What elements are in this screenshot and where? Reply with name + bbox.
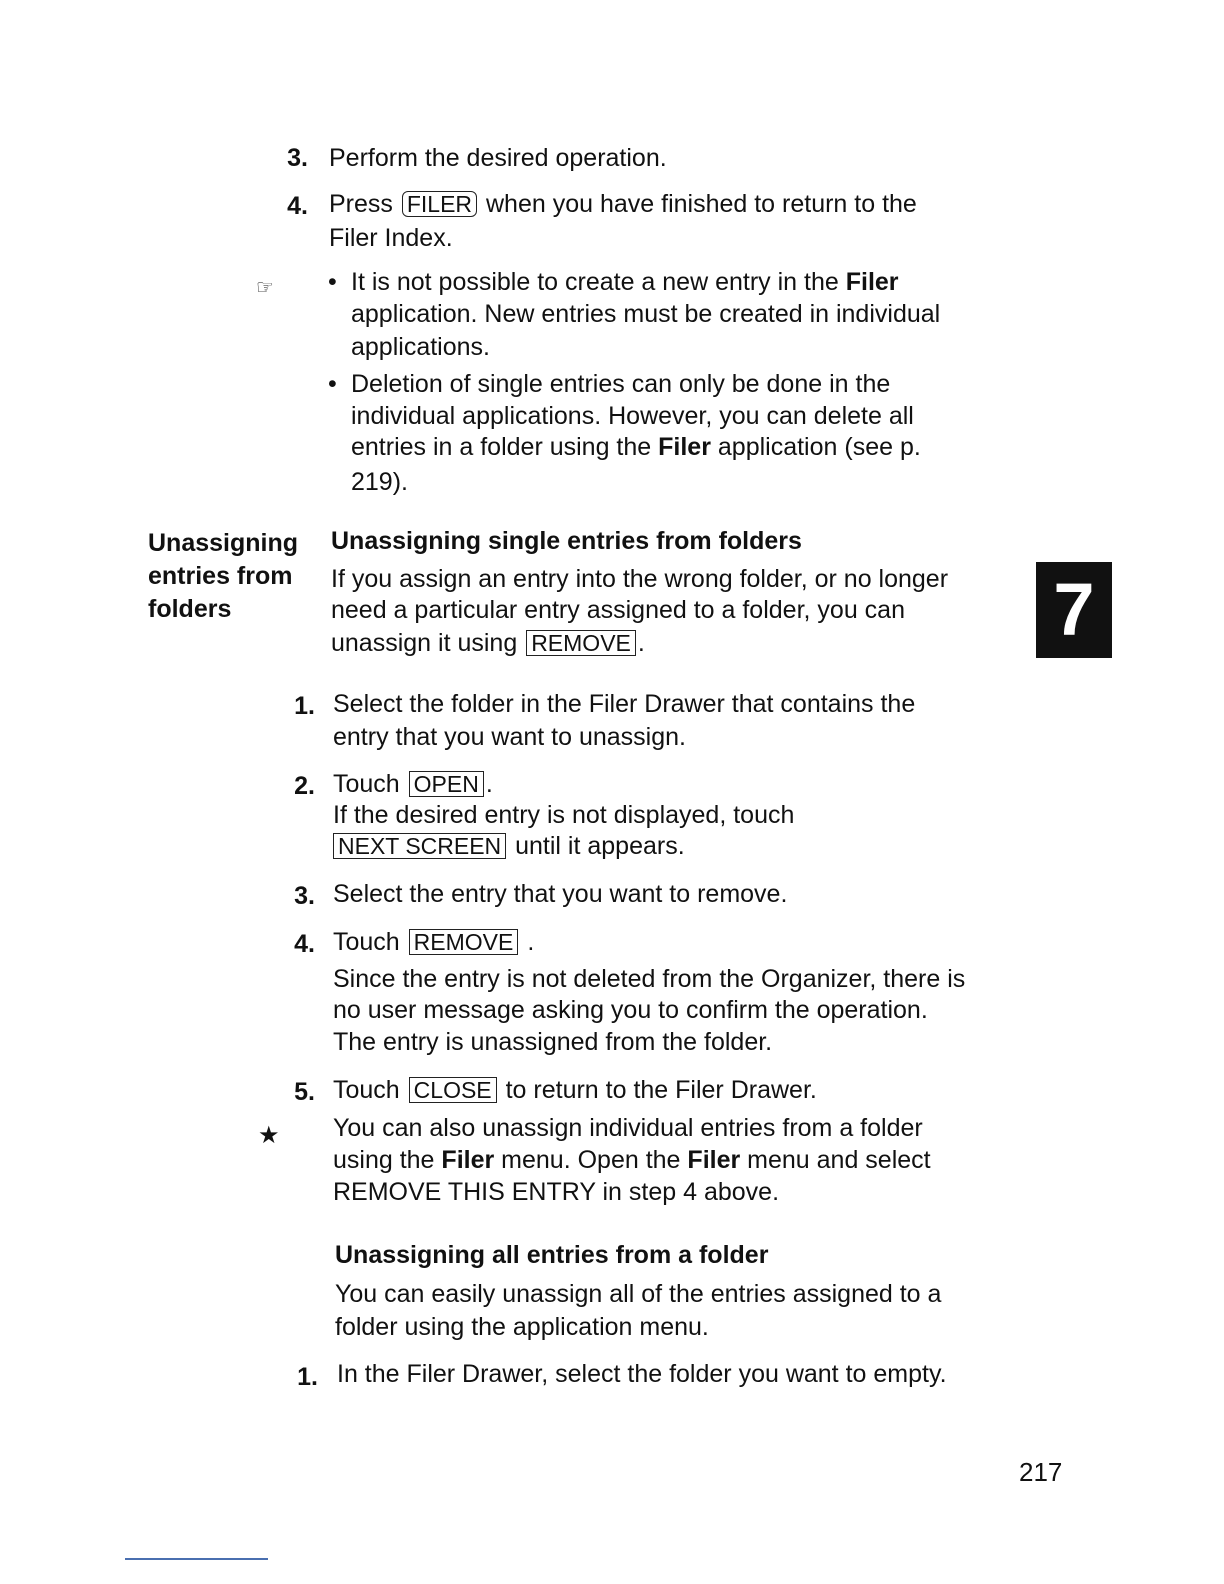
bullet: • (328, 370, 337, 398)
note-text: application. New entries must be created in individual (351, 300, 941, 328)
step-text: Select the entry that you want to remove. (333, 880, 788, 908)
section-heading: Unassigning single entries from folders (331, 527, 802, 555)
step-text: Touch REMOVE . (333, 928, 535, 956)
remove-key[interactable]: REMOVE (526, 630, 636, 656)
footer-rule (125, 1558, 268, 1560)
step-text: Touch OPEN . (333, 770, 493, 798)
close-key[interactable]: CLOSE (409, 1077, 497, 1103)
step-number: 3. (294, 882, 315, 910)
step-text: NEXT SCREEN until it appears. (333, 830, 685, 862)
filer-key[interactable]: FILER (402, 191, 477, 217)
pointing-hand-icon: ☞ (256, 277, 274, 299)
step-number: 1. (297, 1363, 318, 1391)
note-text: 219). (351, 468, 408, 496)
section-heading: Unassigning all entries from a folder (335, 1241, 769, 1269)
step-text: Touch CLOSE to return to the Filer Drawer. (333, 1076, 817, 1104)
remove-key[interactable]: REMOVE (409, 929, 519, 955)
tip-text: using the Filer menu. Open the Filer menu and select (333, 1146, 931, 1174)
step-number: 4. (294, 930, 315, 958)
note-text: entries in a folder using the Filer application (see p. (351, 433, 921, 461)
step-text: The entry is unassigned from the folder. (333, 1028, 773, 1056)
tip-text: REMOVE THIS ENTRY in step 4 above. (333, 1178, 780, 1206)
step-text: If the desired entry is not displayed, touch (333, 801, 795, 829)
note-text: applications. (351, 333, 490, 361)
step-number: 1. (294, 692, 315, 720)
step-text: Perform the desired operation. (329, 144, 667, 172)
tip-text: You can also unassign individual entries from a folder (333, 1114, 923, 1142)
star-icon: ★ (258, 1122, 280, 1149)
paragraph-line: You can easily unassign all of the entries assigned to a (335, 1280, 942, 1308)
paragraph-line: unassign it using REMOVE . (331, 629, 645, 657)
open-key[interactable]: OPEN (409, 771, 484, 797)
step-number: 3. (287, 144, 308, 172)
note-text: It is not possible to create a new entry in the Filer (351, 268, 899, 296)
paragraph-line: folder using the application menu. (335, 1313, 709, 1341)
step-number: 5. (294, 1078, 315, 1106)
page-number: 217 (1019, 1457, 1063, 1487)
step-text: entry that you want to unassign. (333, 723, 686, 751)
step-text-continued: Filer Index. (329, 224, 453, 252)
step-text: no user message asking you to confirm the operation. (333, 996, 928, 1024)
chapter-tab: 7 (1036, 562, 1112, 658)
side-heading: Unassigning entries from folders (148, 529, 299, 623)
step-number: 2. (294, 772, 315, 800)
step-number: 4. (287, 192, 308, 220)
step-text: In the Filer Drawer, select the folder you want to empty. (337, 1360, 947, 1388)
note-text: individual applications. However, you can delete all (351, 402, 914, 430)
step-text: Press FILER when you have finished to return to the (329, 190, 917, 218)
paragraph-line: need a particular entry assigned to a folder, you can (331, 596, 905, 624)
step-text: Since the entry is not deleted from the Organizer, there is (333, 965, 966, 993)
bullet: • (328, 268, 337, 296)
next-screen-key[interactable]: NEXT SCREEN (333, 833, 506, 859)
paragraph-line: If you assign an entry into the wrong folder, or no longer (331, 565, 949, 593)
step-text: Select the folder in the Filer Drawer that contains the (333, 690, 916, 718)
note-text: Deletion of single entries can only be done in the (351, 370, 891, 398)
